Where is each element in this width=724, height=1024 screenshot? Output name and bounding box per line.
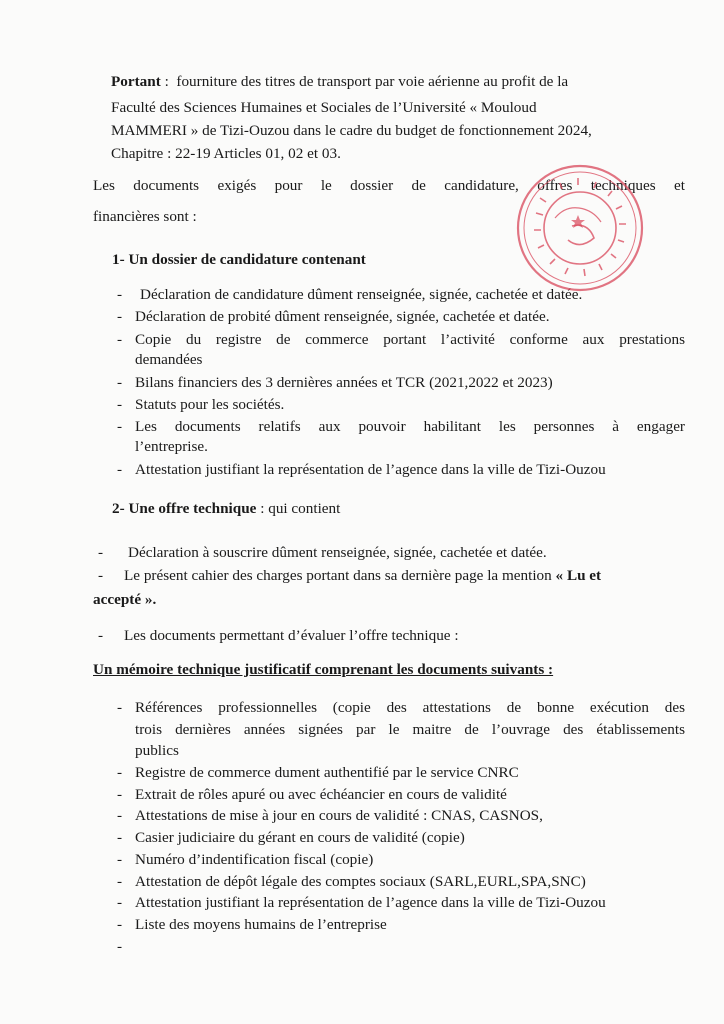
section2-item-1: Déclaration à souscrire dûment renseignée, signée, cachetée et datée.	[128, 544, 547, 561]
bullet: -	[98, 544, 104, 561]
bullet: -	[117, 786, 123, 803]
portant-line-3: MAMMERI » de Tizi-Ouzou dans le cadre du budget de fonctionnement 2024,	[111, 122, 592, 139]
section1-item-4: Bilans financiers des 3 dernières années et TCR (2021,2022 et 2023)	[135, 374, 553, 391]
bullet: -	[117, 764, 123, 781]
bullet: -	[117, 308, 123, 325]
section1-item-7: Attestation justifiant la représentation de l’agence dans la ville de Tizi-Ouzou	[135, 461, 606, 478]
intro-line-2: financières sont :	[93, 208, 197, 225]
memoire-item-3: Extrait de rôles apuré ou avec échéancier en cours de validité	[135, 786, 507, 803]
bullet: -	[98, 627, 104, 644]
section2-item-2-cont: accepté ».	[93, 591, 157, 608]
bullet: -	[117, 396, 123, 413]
bullet: -	[117, 807, 123, 824]
section1-item-2: Déclaration de probité dûment renseignée, signée, cachetée et datée.	[135, 308, 550, 325]
portant-text-1: fourniture des titres de transport par voie aérienne au profit de la	[176, 73, 569, 90]
bullet: -	[117, 374, 123, 391]
section1-item-6-cont: l’entreprise.	[135, 438, 208, 455]
portant-line-1	[111, 72, 568, 92]
section1-item-1: Déclaration de candidature dûment renseignée, signée, cachetée et datée.	[140, 286, 583, 303]
memoire-item-1: Références professionnelles (copie des attestations de bonne exécution des	[135, 699, 685, 716]
memoire-item-8: Attestation justifiant la représentation de l’agence dans la ville de Tizi-Ouzou	[135, 894, 606, 911]
memoire-heading: Un mémoire technique justificatif comprenant les documents suivants :	[93, 661, 554, 678]
section2-item-3: Les documents permettant d’évaluer l’offre technique :	[124, 627, 459, 644]
memoire-item-9: Liste des moyens humains de l’entreprise	[135, 916, 387, 933]
bullet: -	[117, 461, 123, 478]
memoire-item-2: Registre de commerce dument authentifié par le service CNRC	[135, 764, 519, 781]
memoire-item-5: Casier judiciaire du gérant en cours de validité (copie)	[135, 829, 465, 846]
bullet: -	[117, 418, 123, 435]
memoire-item-6: Numéro d’indentification fiscal (copie)	[135, 851, 374, 868]
section2-item-2	[124, 566, 601, 586]
section2-title-suffix: : qui contient	[256, 500, 341, 517]
section2-item-2-mention: « Lu et	[555, 567, 602, 584]
section1-title: 1- Un dossier de candidature contenant	[112, 251, 366, 268]
portant-separator: :	[160, 73, 169, 90]
bullet: -	[117, 331, 123, 348]
section1-item-6: Les documents relatifs aux pouvoir habilitant les personnes à engager	[135, 418, 685, 435]
section2-item-2-text: Le présent cahier des charges portant dans sa dernière page la mention	[124, 567, 552, 584]
section2-title-line	[112, 499, 340, 519]
bullet: -	[98, 567, 104, 584]
memoire-item-1-cont: trois dernières années signées par le maitre de l’ouvrage des établissements	[135, 721, 685, 738]
portant-label: Portant	[111, 73, 161, 90]
bullet: -	[117, 286, 123, 303]
bullet: -	[117, 829, 123, 846]
bullet: -	[117, 894, 123, 911]
section1-item-3: Copie du registre de commerce portant l’activité conforme aux prestations	[135, 331, 685, 348]
bullet: -	[117, 916, 123, 933]
bullet: -	[117, 851, 123, 868]
memoire-item-4: Attestations de mise à jour en cours de validité : CNAS, CASNOS,	[135, 807, 543, 824]
section1-item-5: Statuts pour les sociétés.	[135, 396, 285, 413]
portant-line-2: Faculté des Sciences Humaines et Sociales de l’Université « Mouloud	[111, 99, 537, 116]
section1-item-3-cont: demandées	[135, 351, 203, 368]
portant-line-4: Chapitre : 22-19 Articles 01, 02 et 03.	[111, 145, 341, 162]
section2-title: 2- Une offre technique	[112, 500, 257, 517]
bullet: -	[117, 699, 123, 716]
memoire-item-1-cont2: publics	[135, 742, 179, 759]
bullet: -	[117, 873, 123, 890]
bullet: -	[117, 938, 123, 955]
memoire-item-7: Attestation de dépôt légale des comptes sociaux (SARL,EURL,SPA,SNC)	[135, 873, 586, 890]
official-stamp-icon	[510, 158, 650, 298]
intro-line-1: Les documents exigés pour le dossier de candidature, offres techniques et	[93, 177, 685, 194]
